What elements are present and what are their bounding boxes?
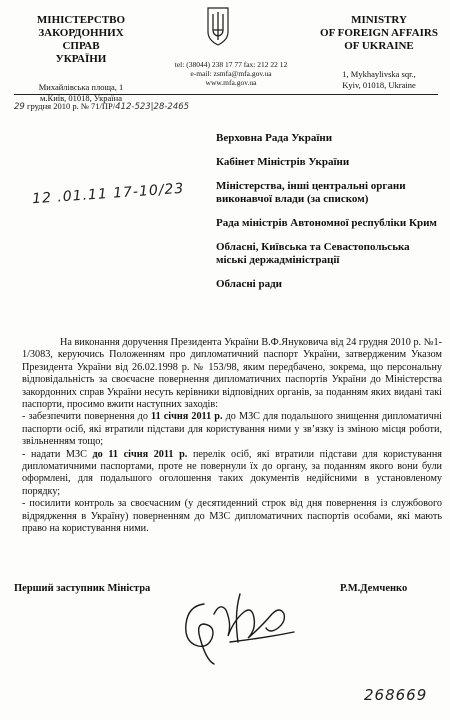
recipient: Обласні ради (216, 278, 282, 290)
ministry-address-en: 1, Mykhaylivska sqr., Kyiv, 01018, Ukraine (342, 69, 416, 90)
intro-paragraph: На виконання доручення Президента України В.Ф.Януковича від 24 грудня 2010 р. №1-1/3083, керуючись Положенням про дипломатичний паспорт України, затвердженим Указом Президента України від 26.02.1998 р. № 153/98, яким передбачено, зокрема, що персональну відповідальність за своєчасне повернення дипломатичних паспортів України до Міністерства закордонних справ України несуть керівники відповідних органів, за поданням яких видані такі паспорти, просимо вжити наступних заходів: (22, 337, 442, 411)
registration-line (14, 101, 242, 113)
registration-number: 412-523|28-2465 (115, 102, 190, 112)
archive-number: 268669 (364, 686, 428, 704)
ministry-header-ua (20, 14, 142, 104)
header-divider (14, 94, 438, 95)
measure-item-1: - забезпечити повернення до 11 січня 2011 р. до МЗС для подальшого знищення дипломатичні паспорти осіб, які втратили підстави для користування ними у зв’язку із зміною місця роботи, звільненням тощо; (22, 411, 442, 448)
handwritten-signature (174, 584, 302, 668)
deadline-date: 11 січня 2011 р. (151, 411, 223, 423)
recipient: Верховна Рада України (216, 132, 333, 144)
email: e-mail: zsmfa@mfa.gov.ua (190, 69, 272, 78)
signatory-name: Р.М.Демченко (340, 583, 408, 594)
contact-info (146, 60, 316, 87)
registration-printed: грудня 2010 р. № 71/ПР/ (26, 101, 116, 111)
trident-emblem-icon (205, 6, 231, 46)
signatory-title: Перший заступник Міністра (14, 583, 151, 594)
website: www.mfa.gov.ua (205, 78, 257, 87)
recipient: Міністерства, інші центральні органи виконавчої влади (за списком) (216, 180, 406, 205)
registration-day: 29 (14, 102, 25, 112)
recipients-block (216, 132, 442, 302)
recipient: Обласні, Київська та Севастопольська міські держадміністрації (216, 241, 410, 266)
measure-item-3: - посилити контроль за своєчасним (у десятиденний строк від дня повернення із службового відрядження в Україну) поверненням до МЗС дипломатичних паспортів особами, які мають право на користування ними. (22, 498, 442, 535)
ministry-address-ua: Михайлівська площа, 1 м.Київ, 01018, Україна (38, 82, 124, 103)
ministry-name-en: MINISTRY OF FOREIGN AFFAIRS OF UKRAINE (320, 14, 438, 52)
measure-item-2: - надати МЗС до 11 січня 2011 р. перелік осіб, які втратили підстави для користування дипломатичними паспортами, проте не повернули їх до органу, за поданням якого вони були оформлені, для подальшого оголошення таких документів недійсними в установленому порядку; (22, 448, 442, 497)
ministry-header-en (316, 14, 442, 91)
deadline-date: до 11 січня 2011 р. (92, 448, 188, 460)
ministry-name-ua: МІНІСТЕРСТВО ЗАКОРДОННИХ СПРАВ УКРАЇНИ (36, 14, 126, 65)
recipient: Рада міністрів Автономної республіки Крим (216, 217, 437, 229)
handwritten-incoming-note: 12 .01.11 17-10/23 (31, 180, 185, 208)
letter-body (22, 337, 442, 536)
phone-fax: tel: (38044) 238 17 77 fax: 212 22 12 (174, 60, 288, 69)
recipient: Кабінет Міністрів України (216, 156, 350, 168)
